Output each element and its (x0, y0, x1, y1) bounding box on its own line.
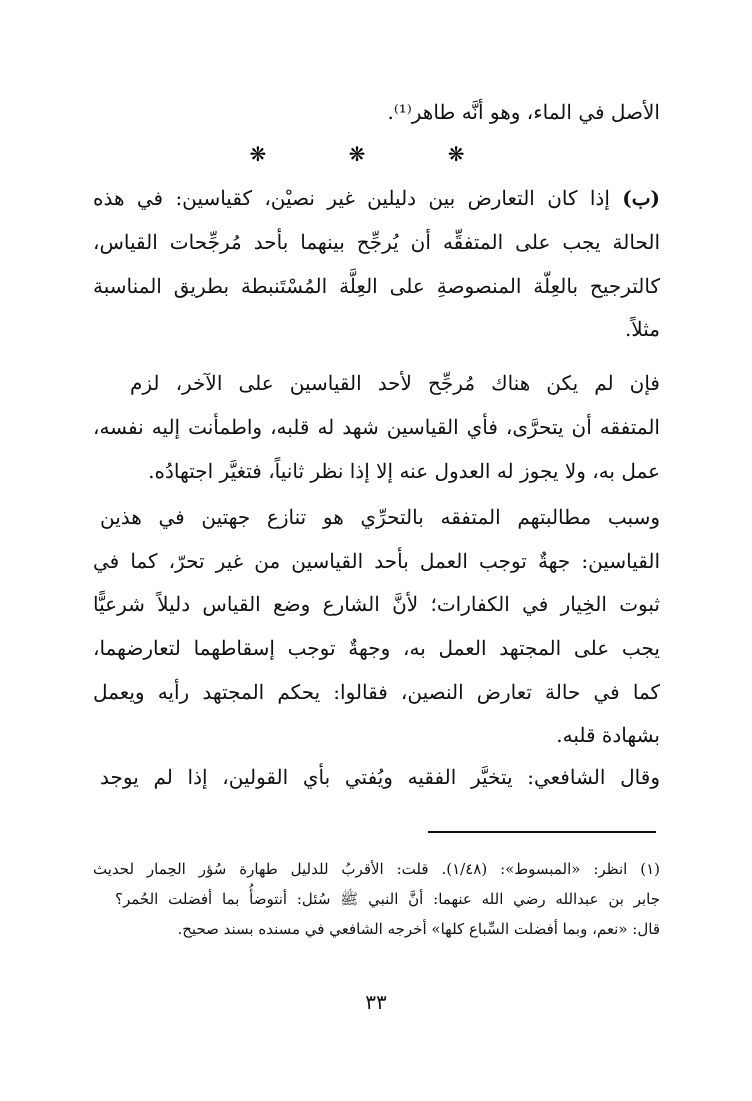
para-3-line-5: كما في حالة تعارض النصين، فقالوا: يحكم المجتهد رأيه ويعمل (93, 680, 660, 704)
text-line-continuation: الأصل في الماء، وهو أنَّه طاهر⁽¹⁾. (387, 100, 660, 124)
para-3-line-2: القياسين: جهةٌ توجب العمل بأحد القياسين من غير تحرّ، كما في (93, 549, 660, 573)
footnote-line-2: جابر بن عبدالله رضي الله عنهما: أنَّ النبي ﷺ سُئل: أنتوضأُ بما أفضلت الحُمر؟ (115, 890, 660, 908)
footnote-line-3: قال: «نعم، وبما أفضلت السِّباع كلها» أخرجه الشافعي في مسنده بسند صحيح. (177, 920, 660, 938)
page-number: ٣٣ (365, 990, 387, 1014)
para-b-line-4: مثلاً. (624, 317, 660, 341)
para-3-line-3: ثبوت الخِيار في الكفارات؛ لأنَّ الشارع وضع القياس دليلاً شرعيًّا (93, 592, 660, 616)
para-2-line-3: عمل به، ولا يجوز له العدول عنه إلا إذا نظر ثانياً، فتغيَّر اجتهادُه. (148, 459, 660, 483)
para-3-line-1: وسبب مطالبتهم المتفقه بالتحرِّي هو تنازع جهتين في هذين (100, 505, 660, 529)
para-4-line-1: وقال الشافعي: يتخيَّر الفقيه ويُفتي بأي القولين، إذا لم يوجد (100, 765, 660, 789)
footnote-line-1: (١) انظر: «المبسوط»: (١/٤٨). قلت: الأقربُ للدليل طهارة سُؤر الحِمار لحديث (93, 860, 660, 878)
footnote-divider (428, 831, 656, 833)
para-b-line-3: كالترجيح بالعِلّة المنصوصةِ على العِلَّة المُسْتَنبطة بطريق المناسبة (93, 274, 660, 298)
para-b-line-1 (93, 178, 660, 218)
para-2-line-1: فإن لم يكن هناك مُرجِّح لأحد القياسين على الآخر، لزم (130, 371, 660, 395)
para-3-line-4: يجب على المجتهد العمل به، وجهةٌ توجب إسقاطهما لتعارضهما، (93, 636, 660, 660)
para-2-line-2: المتفقه أن يتحرَّى، فأي القياسين شهد له قلبه، واطمأنت إليه نفسه، (93, 415, 660, 439)
para-b-line-2: الحالة يجب على المتفقِّه أن يُرجِّح بينهما بأحد مُرجِّحات القياس، (93, 230, 660, 254)
section-separator: ❋ ❋ ❋ (249, 142, 503, 166)
para-b-marker: (ب) (622, 186, 661, 210)
para-b-line-1-text: إذا كان التعارض بين دليلين غير نصيْن، كقياسين: في هذه (93, 186, 610, 210)
para-3-line-6: بشهادة قلبه. (556, 723, 660, 747)
